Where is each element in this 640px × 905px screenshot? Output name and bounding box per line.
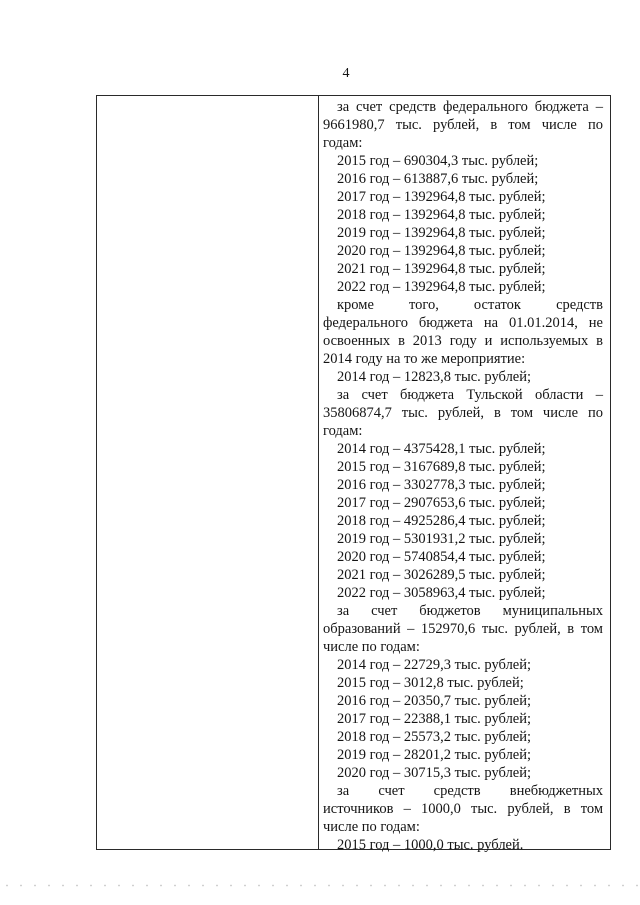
text-line: 2016 год – 613887,6 тыс. рублей; bbox=[337, 171, 539, 187]
text-line: 2016 год – 20350,7 тыс. рублей; bbox=[337, 693, 532, 709]
text-line: освоенных в 2013 году и используемых в bbox=[323, 333, 603, 349]
text-line: 2019 год – 28201,2 тыс. рублей; bbox=[337, 747, 532, 763]
text-line: 2017 год – 22388,1 тыс. рублей; bbox=[337, 711, 532, 727]
text-line: 2019 год – 5301931,2 тыс. рублей; bbox=[337, 531, 546, 547]
text-line: 2015 год – 3167689,8 тыс. рублей; bbox=[337, 459, 546, 475]
text-line: 2016 год – 3302778,3 тыс. рублей; bbox=[337, 477, 546, 493]
text-line: федерального бюджета на 01.01.2014, не bbox=[323, 315, 603, 331]
text-line: 2021 год – 1392964,8 тыс. рублей; bbox=[337, 261, 546, 277]
text-line: годам: bbox=[323, 135, 363, 151]
text-line: 2015 год – 3012,8 тыс. рублей; bbox=[337, 675, 524, 691]
text-line: 2017 год – 1392964,8 тыс. рублей; bbox=[337, 189, 546, 205]
text-line: за счет бюджетов муниципальных bbox=[337, 603, 603, 619]
text-line: 35806874,7 тыс. рублей, в том числе по bbox=[323, 405, 603, 421]
text-line: 2020 год – 5740854,4 тыс. рублей; bbox=[337, 549, 546, 565]
text-line: числе по годам: bbox=[323, 819, 420, 835]
page-number: 4 bbox=[342, 66, 350, 81]
text-line: источников – 1000,0 тыс. рублей, в том bbox=[323, 801, 603, 817]
text-line: образований – 152970,6 тыс. рублей, в том bbox=[323, 621, 603, 637]
text-line: 2021 год – 3026289,5 тыс. рублей; bbox=[337, 567, 546, 583]
text-line: годам: bbox=[323, 423, 363, 439]
text-line: за счет средств федерального бюджета – bbox=[337, 99, 603, 115]
text-line: 2018 год – 4925286,4 тыс. рублей; bbox=[337, 513, 546, 529]
text-line: 2015 год – 690304,3 тыс. рублей; bbox=[337, 153, 539, 169]
text-line: числе по годам: bbox=[323, 639, 420, 655]
text-line: 2018 год – 1392964,8 тыс. рублей; bbox=[337, 207, 546, 223]
text-line: за счет средств внебюджетных bbox=[337, 783, 603, 799]
scan-artifact bbox=[0, 884, 640, 887]
funding-text-cell bbox=[323, 98, 603, 854]
text-line: за счет бюджета Тульской области – bbox=[337, 387, 603, 403]
text-line: 2017 год – 2907653,6 тыс. рублей; bbox=[337, 495, 546, 511]
text-line: 2022 год – 1392964,8 тыс. рублей; bbox=[337, 279, 546, 295]
text-line: 2014 год – 4375428,1 тыс. рублей; bbox=[337, 441, 546, 457]
text-line: 2014 год – 12823,8 тыс. рублей; bbox=[337, 369, 532, 385]
text-line: 2019 год – 1392964,8 тыс. рублей; bbox=[337, 225, 546, 241]
text-line: 2022 год – 3058963,4 тыс. рублей; bbox=[337, 585, 546, 601]
text-line: 2020 год – 1392964,8 тыс. рублей; bbox=[337, 243, 546, 259]
text-line: кроме того, остаток средств bbox=[337, 297, 603, 313]
text-line: 2018 год – 25573,2 тыс. рублей; bbox=[337, 729, 532, 745]
text-line: 2014 году на то же мероприятие: bbox=[323, 351, 526, 367]
funding-table bbox=[96, 95, 611, 853]
text-line: 2020 год – 30715,3 тыс. рублей; bbox=[337, 765, 532, 781]
text-line: 2014 год – 22729,3 тыс. рублей; bbox=[337, 657, 532, 673]
text-line: 9661980,7 тыс. рублей, в том числе по bbox=[323, 117, 603, 133]
column-divider bbox=[318, 96, 319, 849]
text-line: 2015 год – 1000,0 тыс. рублей. bbox=[337, 837, 524, 853]
